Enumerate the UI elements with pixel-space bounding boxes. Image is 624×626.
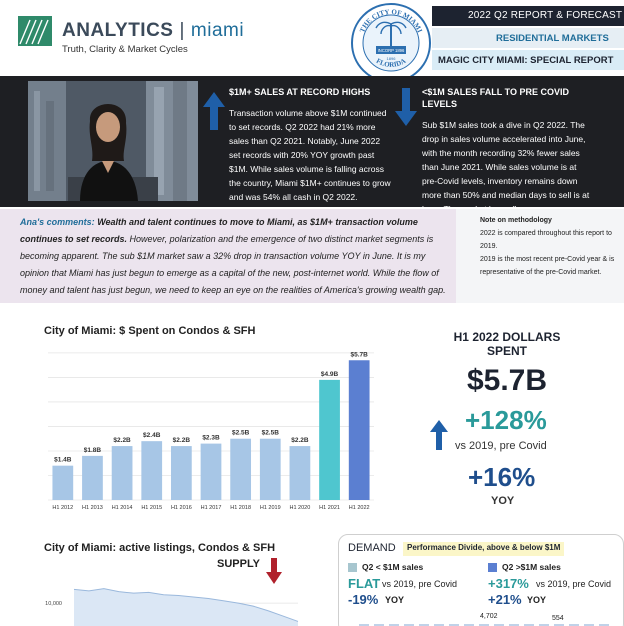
- bar-h1-2019: [260, 439, 281, 500]
- stats-pct-yoy: +16%: [468, 462, 536, 492]
- x-tick-label: H1 2022: [348, 505, 370, 511]
- bar-value-label: $2.2B: [172, 437, 191, 445]
- over-1m-count: 554: [552, 615, 564, 622]
- x-tick-label: H1 2018: [230, 505, 252, 511]
- bar-value-label: $2.4B: [143, 432, 161, 440]
- bar-value-label: $5.7B: [350, 351, 368, 359]
- report-title-bar: 2022 Q2 REPORT & FORECAST: [432, 6, 624, 26]
- under-1m-vs-label: vs 2019, pre Covid: [382, 579, 458, 589]
- arrow-up-icon: [203, 92, 225, 130]
- bar-h1-2015: [141, 441, 162, 500]
- methodology-note: [456, 209, 624, 303]
- bar-h1-2012: [52, 466, 73, 500]
- pre-covid-heading: <$1M SALES FALL TO PRE COVID LEVELS: [422, 87, 569, 109]
- legend-under-1m: Q2 < $1M sales: [362, 562, 424, 572]
- legend-over-1m: Q2 >$1M sales: [502, 562, 561, 572]
- spend-bar-chart: [40, 340, 380, 515]
- x-tick-label: H1 2017: [200, 505, 222, 511]
- bar-value-label: $2.2B: [291, 437, 309, 445]
- pre-covid-column: [422, 86, 590, 216]
- demand-title: DEMAND: [348, 542, 396, 554]
- pre-covid-body: Sub $1M sales took a dive in Q2 2022. The drop in sales volume accelerated into June, with the month recording 32% fewer sales than June 2021. While sales volume is at pre-Covid levels, inventory remains down more than 50% and median days to sell is at: [422, 120, 590, 200]
- seal-incorp-text: INCORP 1896: [377, 48, 405, 53]
- bar-h1-2018: [230, 439, 251, 500]
- legend-under-1m-swatch: [348, 563, 357, 572]
- brand-city: miami: [190, 20, 245, 41]
- stats-vs-label: vs 2019, pre Covid: [455, 440, 547, 452]
- under-1m-vs-2019: FLAT: [348, 576, 381, 591]
- x-tick-label: H1 2020: [289, 505, 311, 511]
- brand-main: ANALYTICS: [62, 20, 174, 41]
- bar-h1-2021: [319, 380, 340, 500]
- seal-bottom-text: FLORIDA: [374, 56, 408, 69]
- comments-body: However, polarization and the emergence of two distinct market segments is becoming apparent. The sub $1M market saw a 32% drop in transaction volume YOY in June. It is my opinion that Miami has just begun to emerge as a capital of the new, post-internet world. While the flow of money and talent has just begun, we need to keep an eye on the realities of America's growing wealth gap.: [20, 234, 446, 295]
- brand-tagline: Truth, Clarity & Market Cycles: [62, 44, 188, 55]
- listings-area-chart: [40, 584, 300, 626]
- x-tick-label: H1 2013: [82, 505, 103, 511]
- over-1m-vs-label: vs 2019, pre Covid: [536, 579, 612, 589]
- over-1m-yoy: +21%: [488, 592, 522, 607]
- bar-value-label: $2.3B: [202, 434, 220, 442]
- y-tick-label: 10,000: [45, 601, 62, 608]
- legend-over-1m-swatch: [488, 563, 497, 572]
- under-1m-yoy: -19%: [348, 592, 379, 607]
- demand-bars-preview: [355, 620, 615, 626]
- under-1m-count: 4,702: [480, 613, 498, 620]
- comments-highlight: Wealth and talent continues to move to Miami, as $1M+ transaction volume continues to set records.: [20, 217, 418, 244]
- bar-value-label: $4.9B: [320, 370, 339, 378]
- bar-h1-2017: [201, 444, 222, 500]
- bar-value-label: $2.5B: [261, 429, 279, 437]
- bar-h1-2016: [171, 446, 192, 500]
- brand-separator: |: [179, 20, 185, 41]
- dollars-spent-stats: [432, 330, 582, 398]
- supply-down-arrow-icon: [266, 558, 282, 584]
- stats-total: $5.7B: [466, 364, 548, 397]
- arrow-down-icon: [395, 88, 417, 126]
- city-of-miami-seal-icon: [350, 2, 432, 84]
- analyst-photo: [28, 81, 198, 201]
- stats-yoy-label: YOY: [491, 495, 515, 507]
- analytics-logo-icon: [18, 16, 52, 46]
- x-tick-label: H1 2019: [259, 505, 281, 511]
- under-1m-yoy-label: YOY: [385, 595, 405, 605]
- growth-arrow-icon: [430, 420, 448, 450]
- bar-value-label: $1.4B: [54, 456, 72, 464]
- record-highs-column: [229, 86, 393, 204]
- comments-author: Ana's comments:: [20, 217, 95, 227]
- x-tick-label: H1 2012: [52, 505, 74, 511]
- over-1m-vs-2019: +317%: [488, 576, 529, 591]
- methodology-title: Note on methodology: [480, 217, 552, 224]
- section-label: RESIDENTIAL MARKETS: [432, 28, 624, 48]
- x-tick-label: H1 2016: [170, 505, 192, 511]
- record-highs-body: Transaction volume above $1M continued to set records. Q2 2022 had 21% more sales than Q2 2021. Notably, June 2022 set records with 20% YOY growth past $1M. While sales volume is falling across the country, Miami $1M+ continues to grow and was 54% all cash in Q2 2022.: [229, 108, 391, 202]
- stats-pct-vs-2019: +128%: [465, 405, 547, 435]
- brand-name: [62, 20, 244, 42]
- listings-chart-title: City of Miami: active listings, Condos & SFH: [44, 542, 276, 554]
- bar-h1-2014: [112, 446, 133, 500]
- bar-h1-2020: [290, 446, 311, 500]
- demand-subtitle: Performance Divide, above & below $1M: [403, 542, 564, 556]
- spend-chart-title: City of Miami: $ Spent on Condos & SFH: [44, 325, 256, 337]
- x-tick-label: H1 2014: [111, 505, 133, 511]
- methodology-line-1: 2022 is compared throughout this report to 2019.: [480, 230, 612, 250]
- report-header: [0, 0, 624, 80]
- seal-year-text: 1896: [386, 56, 396, 61]
- bar-value-label: $1.8B: [83, 446, 102, 454]
- methodology-line-2: 2019 is the most recent pre-Covid year & is representative of the pre-Covid market.: [480, 256, 615, 276]
- bar-h1-2022: [349, 360, 370, 500]
- x-tick-label: H1 2015: [141, 505, 163, 511]
- supply-label: SUPPLY: [217, 558, 261, 570]
- bar-value-label: $2.2B: [113, 437, 131, 445]
- stats-heading: H1 2022 DOLLARS SPENT: [453, 330, 561, 358]
- over-1m-yoy-label: YOY: [527, 595, 547, 605]
- x-tick-label: H1 2021: [319, 505, 340, 511]
- record-highs-heading: $1M+ SALES AT RECORD HIGHS: [229, 87, 371, 97]
- bar-value-label: $2.5B: [231, 429, 250, 437]
- seal-top-text: THE CITY OF MIAMI: [358, 7, 424, 34]
- listings-area: [74, 589, 298, 626]
- bar-h1-2013: [82, 456, 103, 500]
- special-report-label: MAGIC CITY MIAMI: SPECIAL REPORT: [432, 50, 624, 70]
- analyst-comments: [0, 209, 456, 303]
